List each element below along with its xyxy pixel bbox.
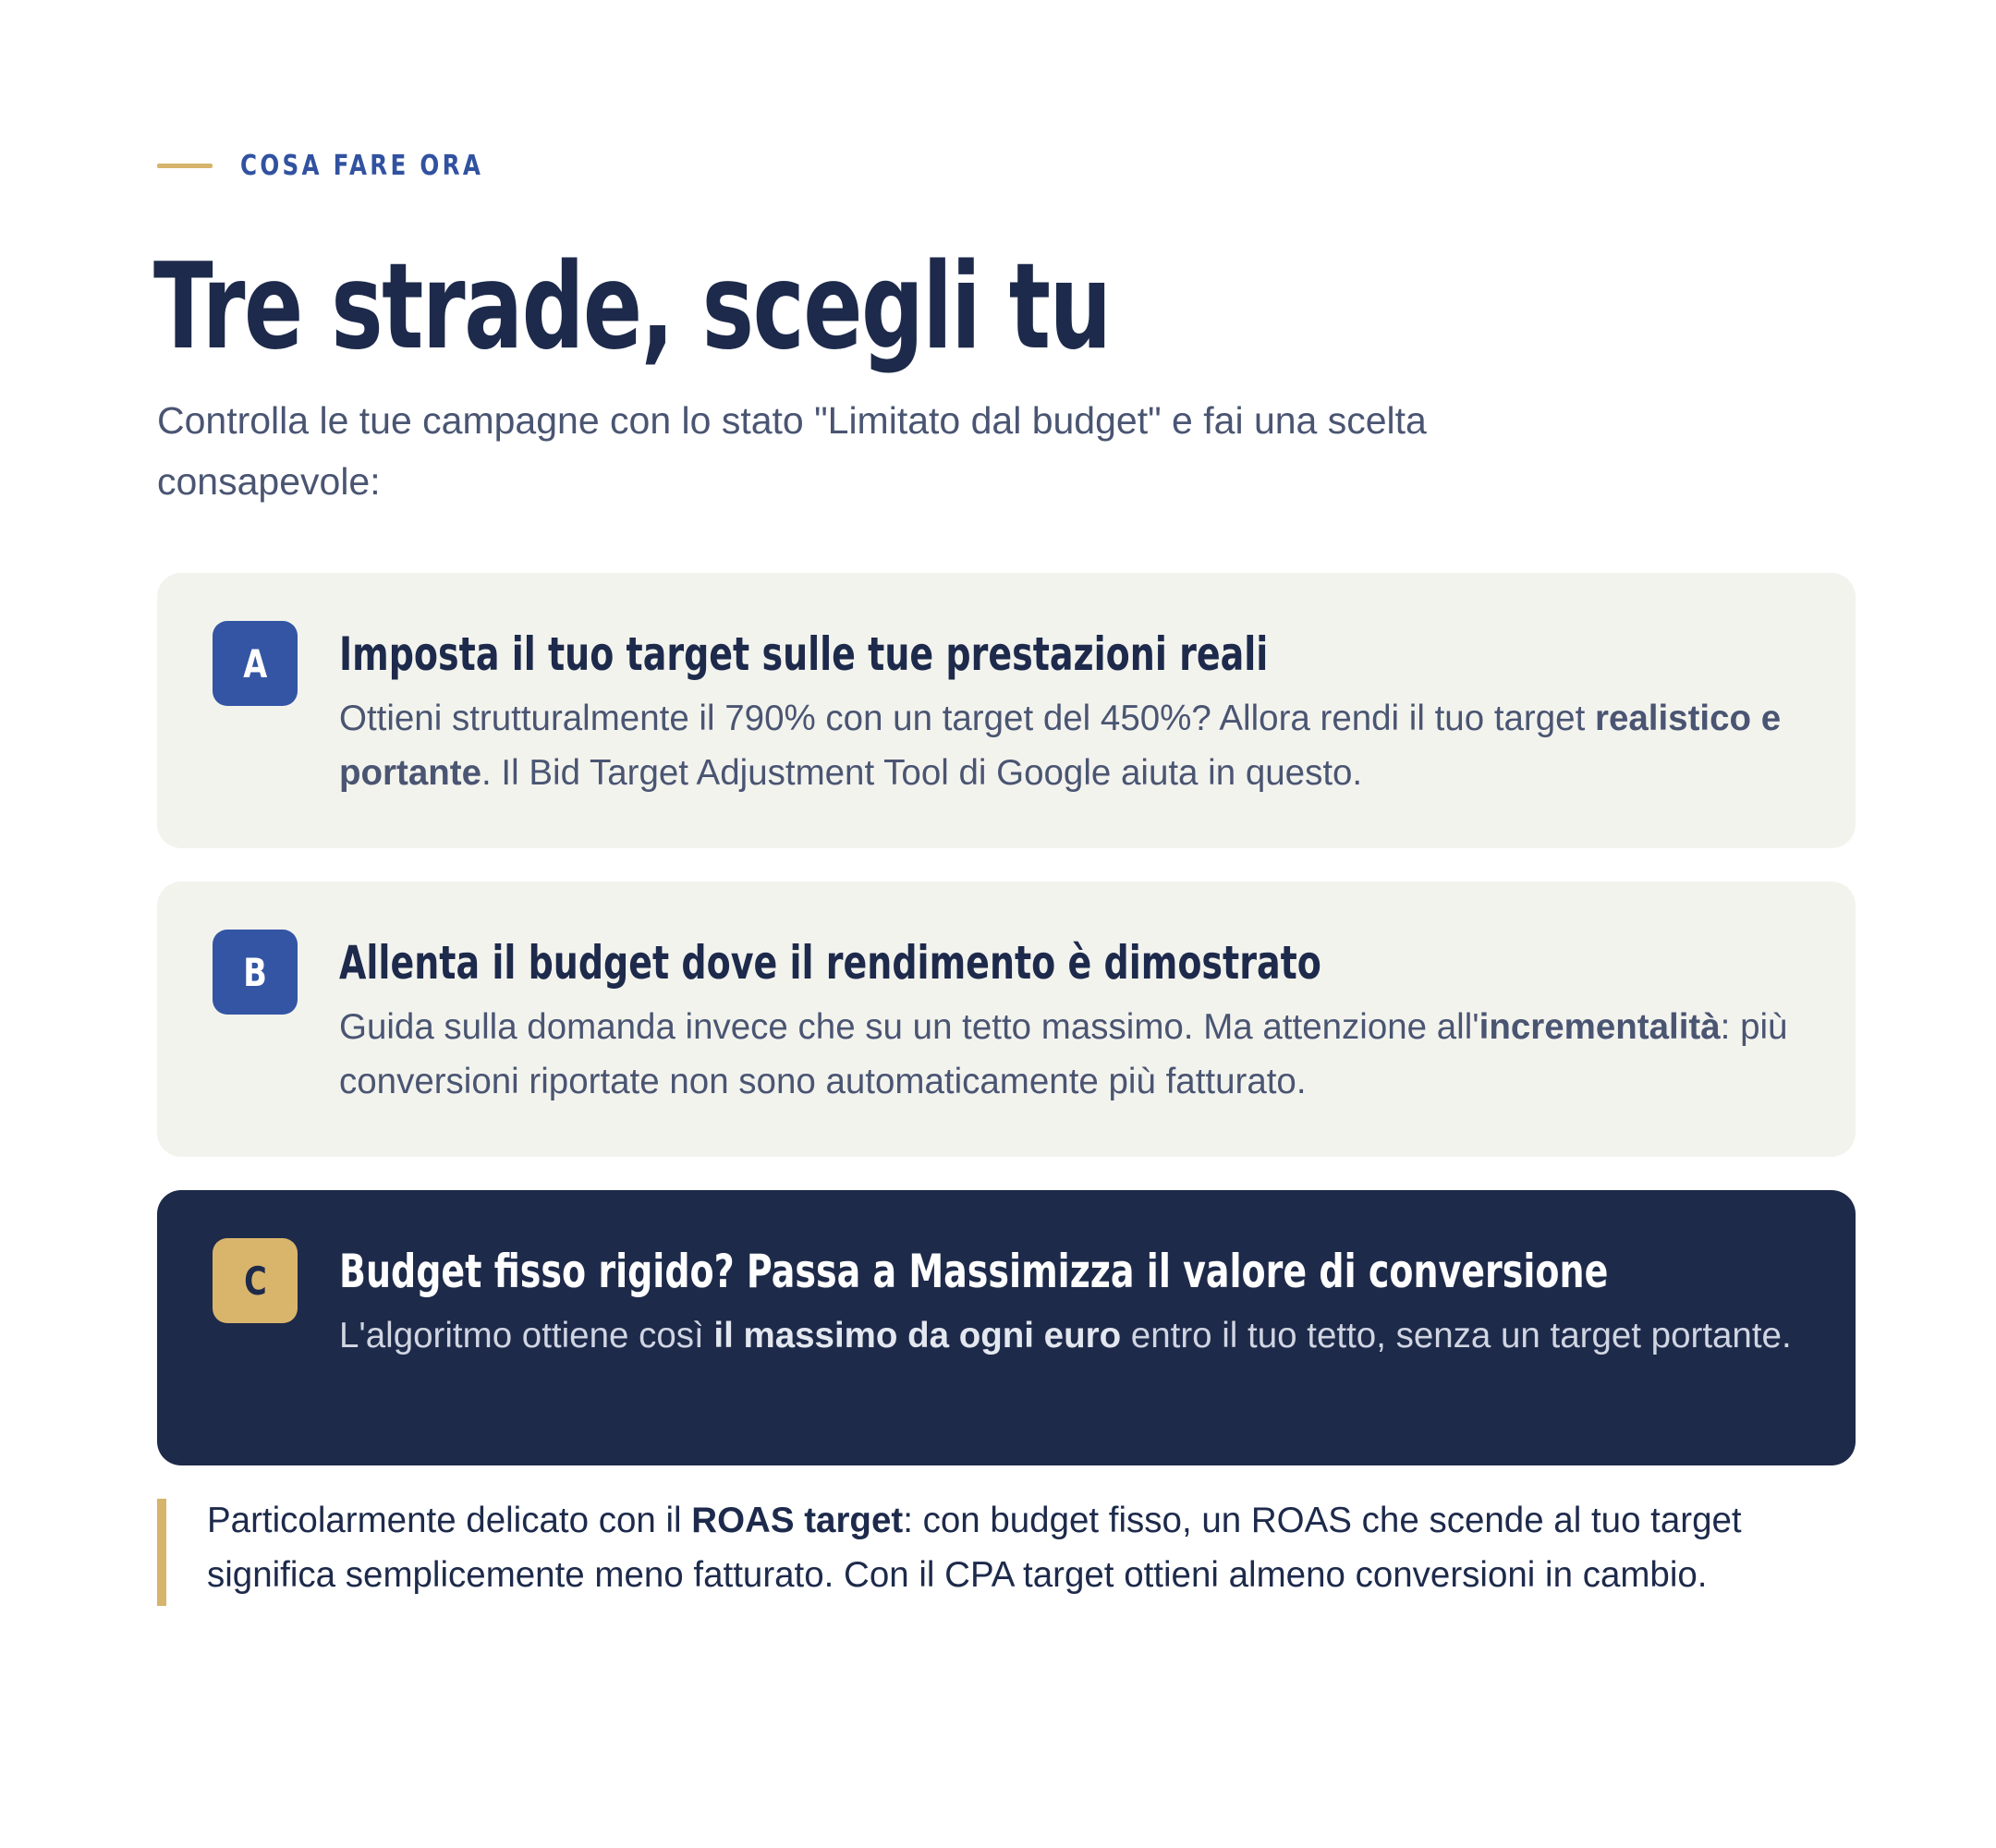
option-letter: A <box>242 640 267 687</box>
note-highlight: ROAS target <box>691 1501 904 1540</box>
callout-note <box>157 1499 1856 1606</box>
intro-text: Controlla le tue campagne con lo stato "Limitato dal budget" e fai una scelta consapevole: <box>157 399 1427 503</box>
option-title: Allenta il budget dove il rendimento è dimostrato <box>339 936 1321 990</box>
option-text: : più conversioni riportate non sono automaticamente più fatturato. <box>339 1007 1788 1101</box>
option-letter: B <box>243 949 267 995</box>
section-eyebrow <box>157 144 537 187</box>
option-text: . Il Bid Target Adjustment Tool di Google aiuta in questo. <box>481 753 1363 793</box>
option-description <box>339 1308 1818 1363</box>
option-card-c <box>157 1190 1856 1465</box>
option-highlight: incrementalità <box>1479 1007 1721 1047</box>
eyebrow-rule <box>157 164 213 168</box>
option-card-a <box>157 573 1856 848</box>
option-highlight: realistico e portante <box>339 699 1782 793</box>
option-text: entro il tuo tetto, senza un target portante. <box>1121 1316 1792 1356</box>
option-description <box>339 691 1818 800</box>
option-badge-c <box>213 1238 298 1323</box>
note-text-part: Particolarmente delicato con il <box>207 1501 692 1540</box>
option-badge-a <box>213 621 298 706</box>
option-text: Guida sulla domanda invece che su un tetto massimo. Ma attenzione all' <box>339 1007 1479 1047</box>
eyebrow-label: COSA FARE ORA <box>240 149 484 182</box>
option-title: Imposta il tuo target sulle tue prestazioni reali <box>339 627 1269 681</box>
option-letter: C <box>243 1258 267 1304</box>
note-text-part: : con budget fisso, un ROAS che scende al tuo target significa semplicemente meno fatturato. Con il CPA target ottieni almeno conversioni in cambio. <box>207 1501 1742 1595</box>
option-description <box>339 1000 1818 1109</box>
option-badge-b <box>213 930 298 1015</box>
option-text: L'algoritmo ottiene così <box>339 1316 714 1356</box>
option-title: Budget fisso rigido? Passa a Massimizza il valore di conversione <box>339 1245 1609 1298</box>
option-highlight: il massimo da ogni euro <box>713 1316 1122 1356</box>
option-text: Ottieni strutturalmente il 790% con un target del 450%? Allora rendi il tuo target <box>339 699 1595 738</box>
option-card-b <box>157 881 1856 1157</box>
page-title: Tre strade, scegli tu <box>153 238 1111 376</box>
note-text <box>207 1493 1861 1602</box>
